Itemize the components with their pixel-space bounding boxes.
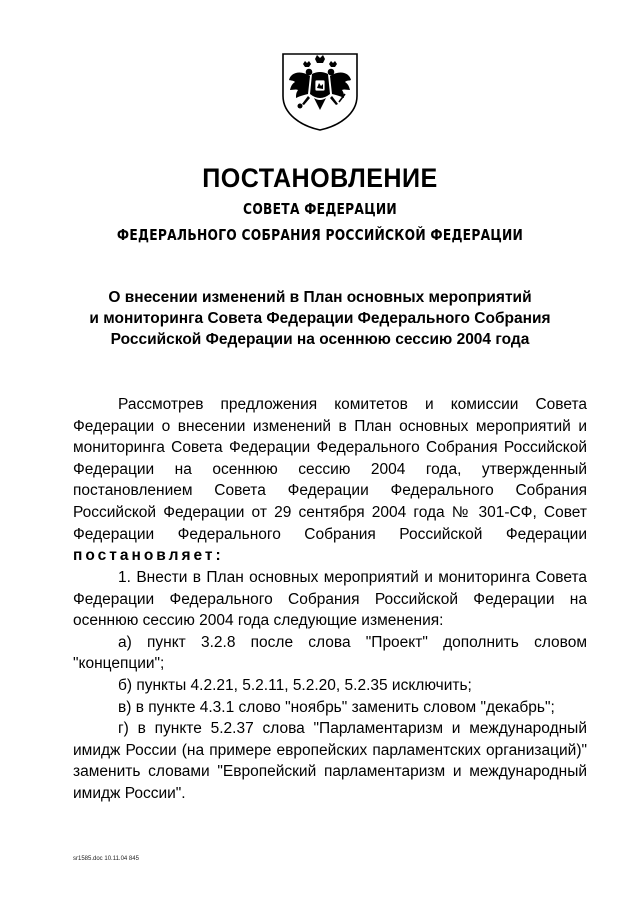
preamble-paragraph — [73, 394, 587, 567]
item-1-a: а) пункт 3.2.8 после слова "Проект" дополнить словом "концепции"; — [73, 633, 587, 673]
document-subject — [0, 287, 640, 350]
subject-line-3: Российской Федерации на осеннюю сессию 2004 года — [110, 331, 530, 348]
document-title: ПОСТАНОВЛЕНИЕ — [202, 163, 438, 193]
item-1-d: г) в пункте 5.2.37 слова "Парламентаризм и международный имидж России (на примере европейских парламентских организаций)" заменить словами "Европейский парламентаризм и международный имидж России". — [73, 720, 587, 802]
issuer-line-2: ФЕДЕРАЛЬНОГО СОБРАНИЯ РОССИЙСКОЙ ФЕДЕРАЦИИ — [116, 226, 524, 244]
item-1-c: в) в пункте 4.3.1 слово "ноябрь" заменить словом "декабрь"; — [118, 698, 555, 716]
subject-line-2: и мониторинга Совета Федерации Федерального Собрания — [89, 310, 551, 327]
issuer-line-1: СОВЕТА ФЕДЕРАЦИИ — [243, 200, 397, 218]
footer-file-code: sr1585.doc 10.11.04 845 — [73, 856, 139, 862]
subject-line-1: О внесении изменений в План основных мероприятий — [108, 289, 532, 306]
resolution-items — [73, 567, 587, 805]
item-1-b: б) пункты 4.2.21, 5.2.11, 5.2.20, 5.2.35 исключить; — [118, 676, 472, 694]
preamble-text: Рассмотрев предложения комитетов и комиссии Совета Федерации о внесении изменений в План основных мероприятий и мониторинга Совета Федерации Федерального Собрания Российской Федерации на осеннюю сессию 2004 года, утвержденный постановлением Совета Федерации Федерального Собрания Российской Федерации от 29 сентября 2004 года № 301-СФ, Совет Федерации Федерального Собрания Российской Федерации — [73, 396, 587, 543]
resolves-word: постановляет: — [73, 547, 224, 565]
item-1: 1. Внести в План основных мероприятий и мониторинга Совета Федерации Федерального Собрания Российской Федерации на осеннюю сессию 2004 года следующие изменения: — [73, 569, 587, 630]
coat-of-arms-emblem — [275, 50, 365, 132]
document-header — [0, 162, 640, 248]
russian-coat-of-arms-icon — [275, 50, 365, 132]
